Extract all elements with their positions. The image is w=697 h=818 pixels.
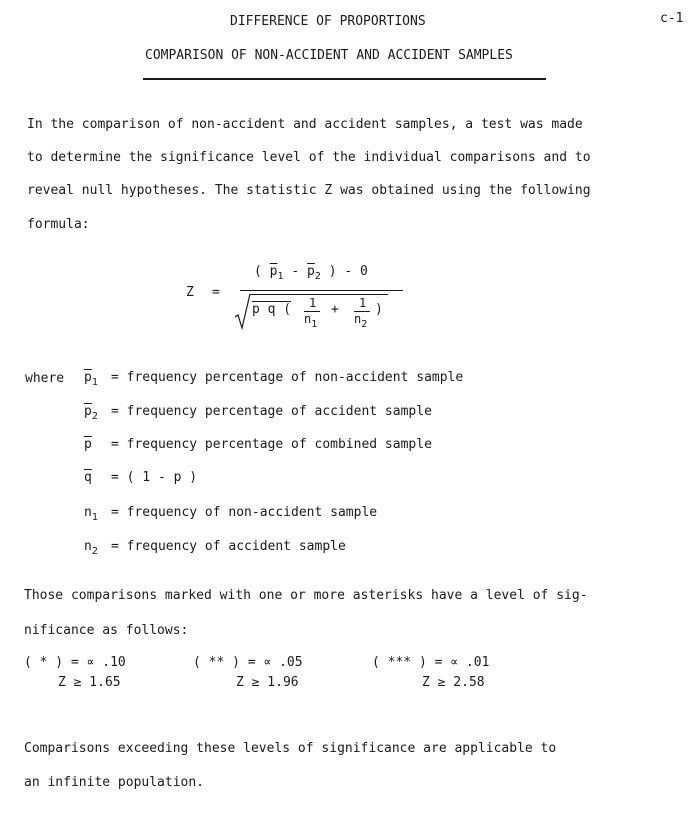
definition-text: = frequency percentage of combined sample — [111, 437, 432, 452]
denominator-n1-sub: 1 — [311, 319, 318, 330]
conclusion-line-1: Comparisons exceeding these levels of significance are applicable to — [24, 741, 557, 756]
level-z: Z ≥ 2.58 — [422, 675, 485, 690]
title-rule — [143, 78, 546, 80]
definition-text: = frequency percentage of non-accident sample — [111, 370, 464, 385]
level-mark: ( *** ) = ∝ .01 — [372, 655, 490, 670]
numerator-p2-sub: 2 — [314, 271, 321, 282]
formula-lhs: Z — [186, 285, 194, 300]
intro-line-3: reveal null hypotheses. The statistic Z was obtained using the following — [27, 183, 591, 198]
denominator-n1-base: n — [304, 312, 312, 326]
level-z: Z ≥ 1.96 — [236, 675, 299, 690]
definition-symbol: $\overline{p}_1$ — [84, 370, 98, 388]
significance-line-1: Those comparisons marked with one or more asterisks have a level of sig- — [24, 588, 588, 603]
denominator-n2-sub: 2 — [361, 319, 368, 330]
level-mark: ( * ) = ∝ .10 — [24, 655, 126, 670]
denominator-plus: + — [331, 302, 339, 317]
fraction-bar — [240, 290, 403, 291]
definition-text: = ( 1 - p ) — [111, 470, 198, 485]
denominator-n2-base: n — [354, 312, 362, 326]
intro-line-2: to determine the significance level of the individual comparisons and to — [27, 150, 591, 165]
sqrt-vinculum — [250, 294, 388, 295]
denominator-one-a: 1 — [309, 296, 317, 310]
denominator-close: ) — [375, 302, 383, 317]
numerator-p1: $\overline{p}$ — [269, 264, 278, 279]
level-z: Z ≥ 1.65 — [58, 675, 121, 690]
denominator-n1 — [304, 312, 318, 330]
numerator-close: ) - 0 — [328, 264, 368, 279]
significance-line-2: nificance as follows: — [24, 623, 189, 638]
definition-symbol: $\overline{p}$ — [84, 437, 92, 452]
level-mark: ( ** ) = ∝ .05 — [193, 655, 303, 670]
sqrt-icon — [234, 293, 254, 331]
numerator-p2: $\overline{p}$ — [307, 264, 315, 279]
denominator-pq — [252, 302, 291, 317]
definition-symbol: $n_1$ — [84, 505, 98, 523]
conclusion-line-2: an infinite population. — [24, 775, 205, 790]
definition-symbol: $n_2$ — [84, 539, 98, 557]
numerator-minus: - — [291, 264, 300, 279]
definition-symbol: $\overline{p}_2$ — [84, 404, 98, 422]
where-label: where — [25, 371, 65, 386]
page-number: c-1 — [660, 11, 684, 26]
intro-line-1: In the comparison of non-accident and accident samples, a test was made — [27, 117, 583, 132]
intro-line-4: formula: — [27, 217, 90, 232]
denominator-one-b: 1 — [359, 296, 367, 310]
formula-numerator — [254, 264, 368, 282]
numerator-p1-sub: 1 — [277, 271, 284, 282]
denominator-pq-text: p q ( — [252, 302, 292, 317]
numerator-open: ( — [254, 264, 262, 279]
definition-symbol: $\overline{q}$ — [84, 470, 92, 485]
page-title: DIFFERENCE OF PROPORTIONS — [230, 14, 426, 29]
definition-text: = frequency percentage of accident sample — [111, 404, 432, 419]
formula-equals: = — [212, 285, 220, 300]
definition-text: = frequency of non-accident sample — [111, 505, 378, 520]
page-subtitle: COMPARISON OF NON-ACCIDENT AND ACCIDENT SAMPLES — [145, 48, 513, 63]
denominator-n2 — [354, 312, 368, 330]
definition-text: = frequency of accident sample — [111, 539, 346, 554]
